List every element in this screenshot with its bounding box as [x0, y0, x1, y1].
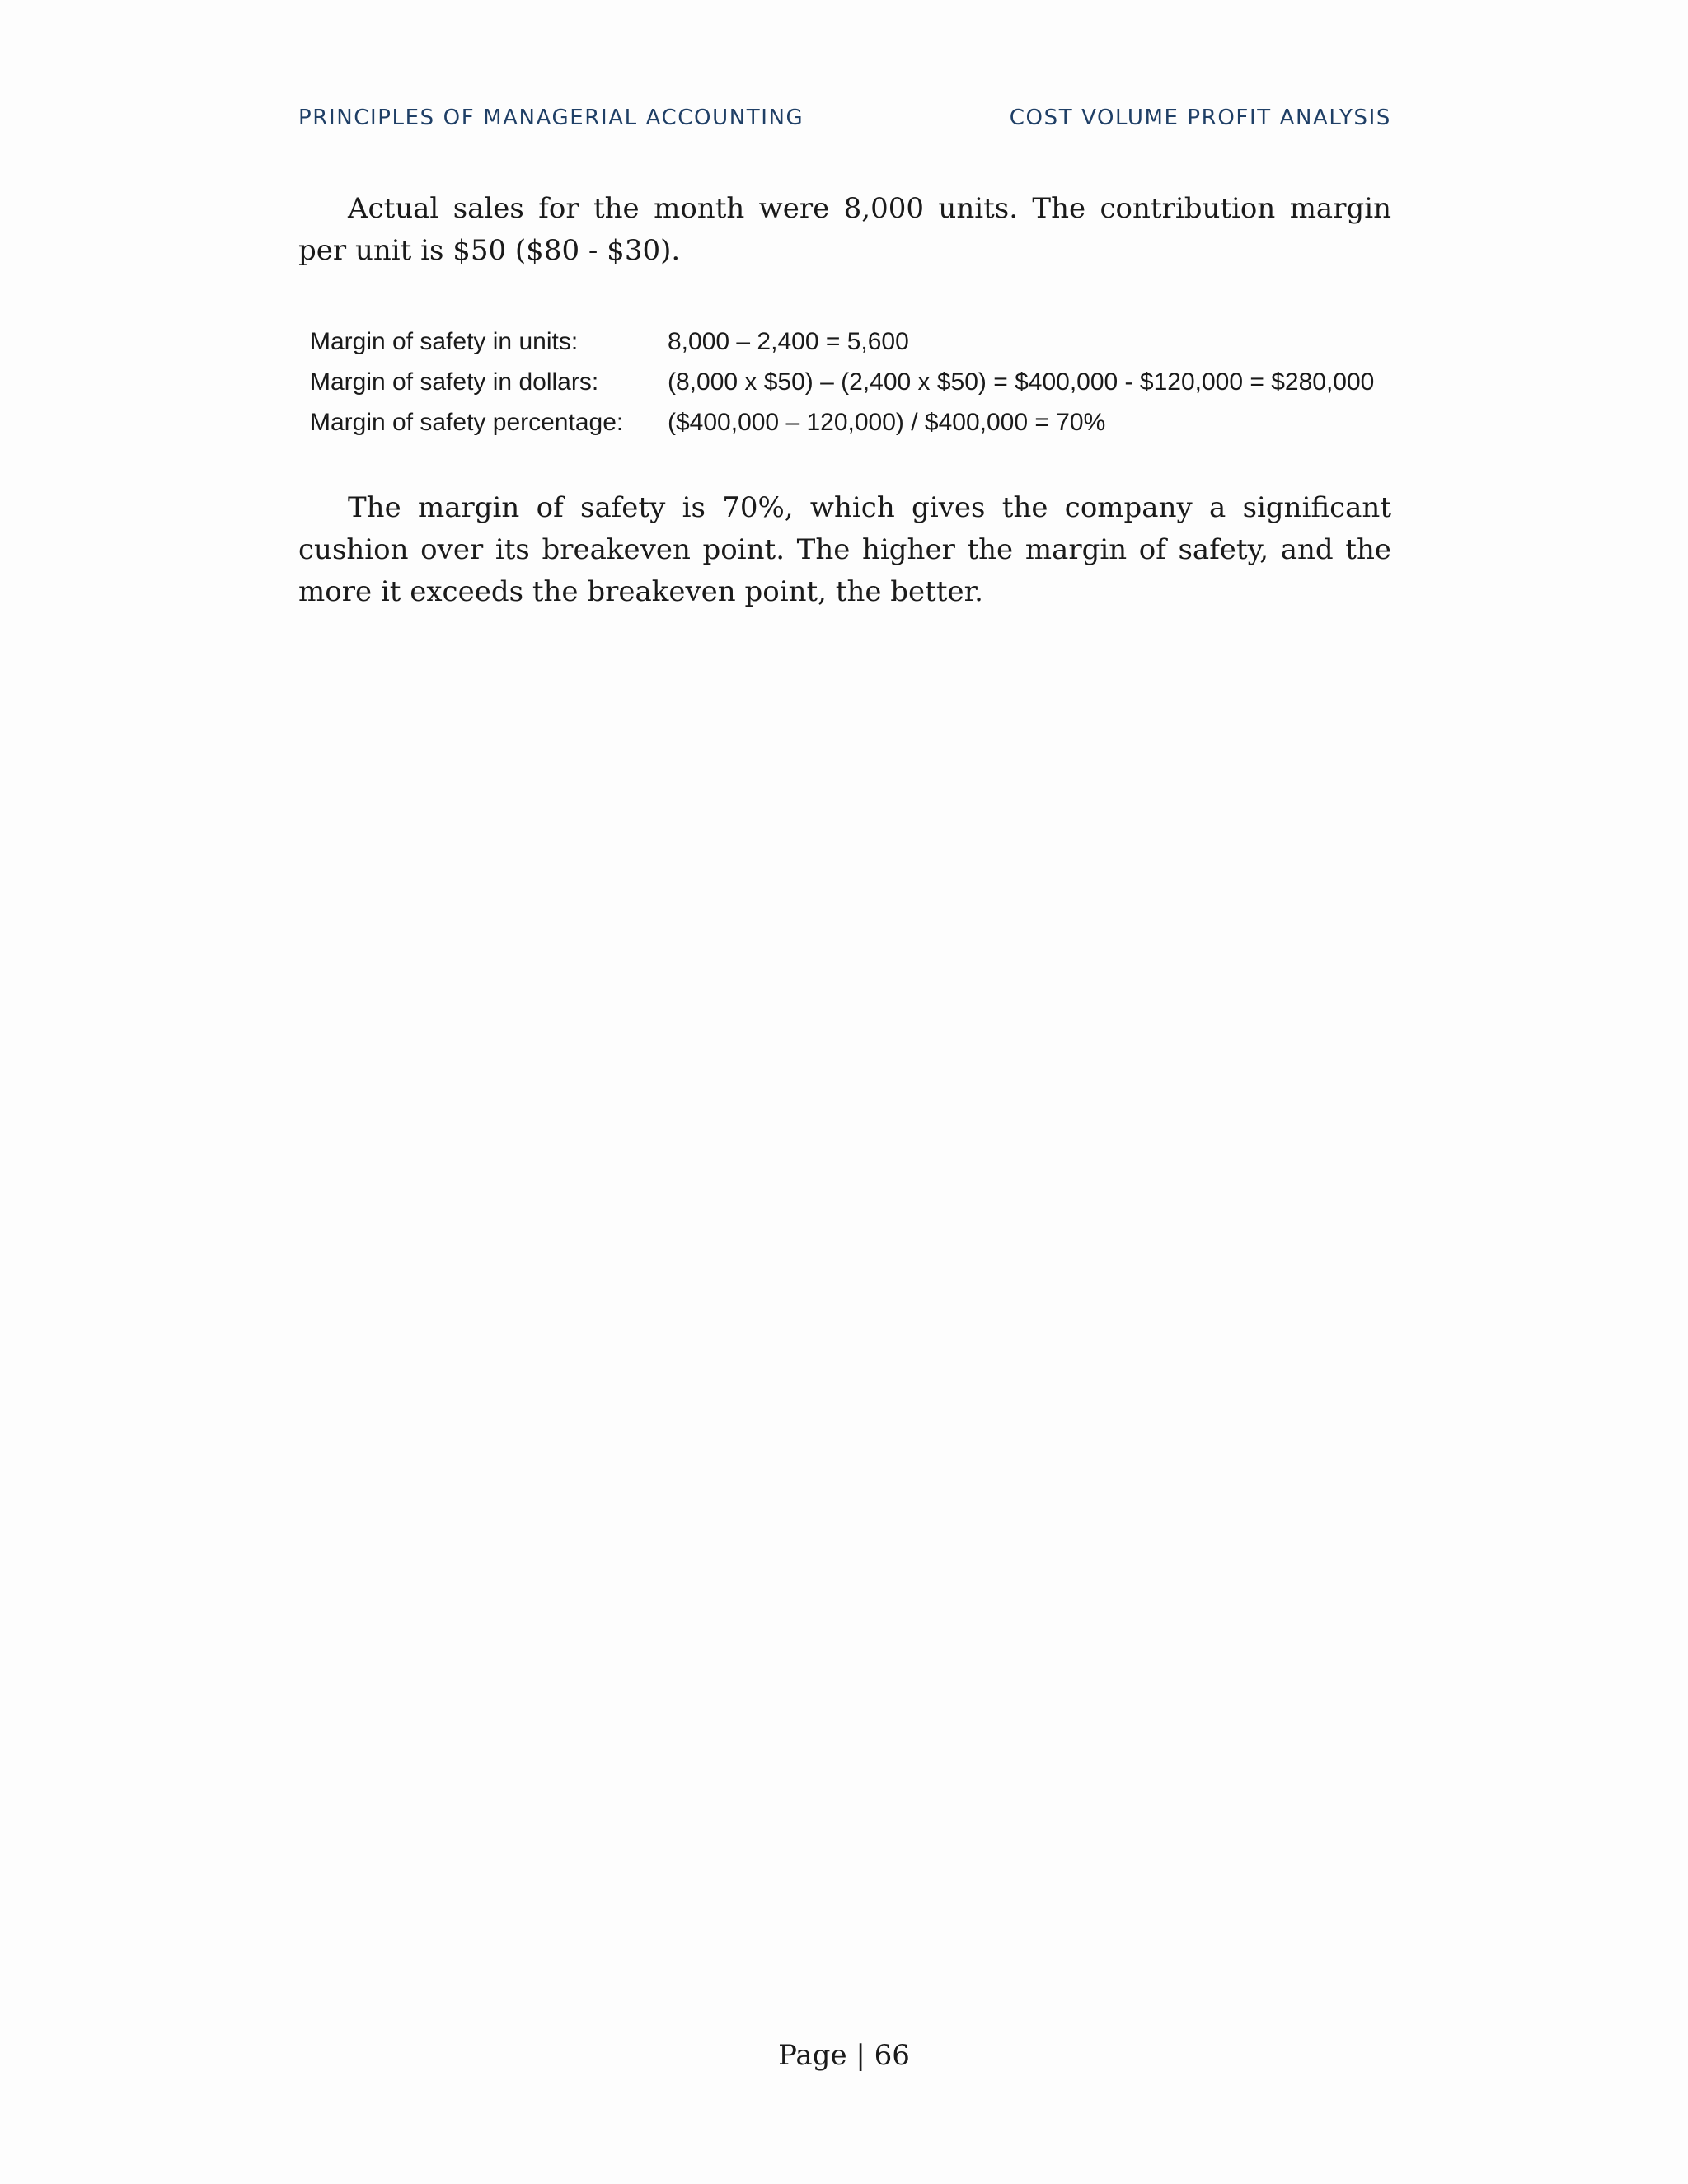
paragraph-margin-of-safety: The margin of safety is 70%, which gives the company a significant cushion over its breakeven point. The higher the margin of safety, and the more it exceeds the breakeven point, the better.: [298, 491, 1391, 608]
calc-formula: (8,000 x $50) – (2,400 x $50) = $400,000 - $120,000 = $280,000: [668, 368, 1375, 396]
page-body: [298, 188, 1391, 613]
chapter-title: COST VOLUME PROFIT ANALYSIS: [1009, 105, 1391, 130]
page-number: Page | 66: [778, 2039, 910, 2072]
calc-formula: ($400,000 – 120,000) / $400,000 = 70%: [668, 408, 1106, 436]
calc-label: Margin of safety in dollars:: [310, 368, 599, 396]
calc-row-units: [310, 321, 1374, 362]
calc-row-percentage: [310, 402, 1374, 443]
book-title: PRINCIPLES OF MANAGERIAL ACCOUNTING: [298, 105, 804, 130]
paragraph-actual-sales: Actual sales for the month were 8,000 units. The contribution margin per unit is $50 ($80 - $30).: [298, 192, 1391, 267]
calc-label: Margin of safety in units:: [310, 327, 579, 355]
calc-formula: 8,000 – 2,400 = 5,600: [668, 327, 909, 355]
calc-label: Margin of safety percentage:: [310, 408, 624, 436]
running-header: [298, 105, 1391, 130]
margin-of-safety-calculations: [310, 321, 1374, 443]
calc-row-dollars: [310, 362, 1374, 402]
